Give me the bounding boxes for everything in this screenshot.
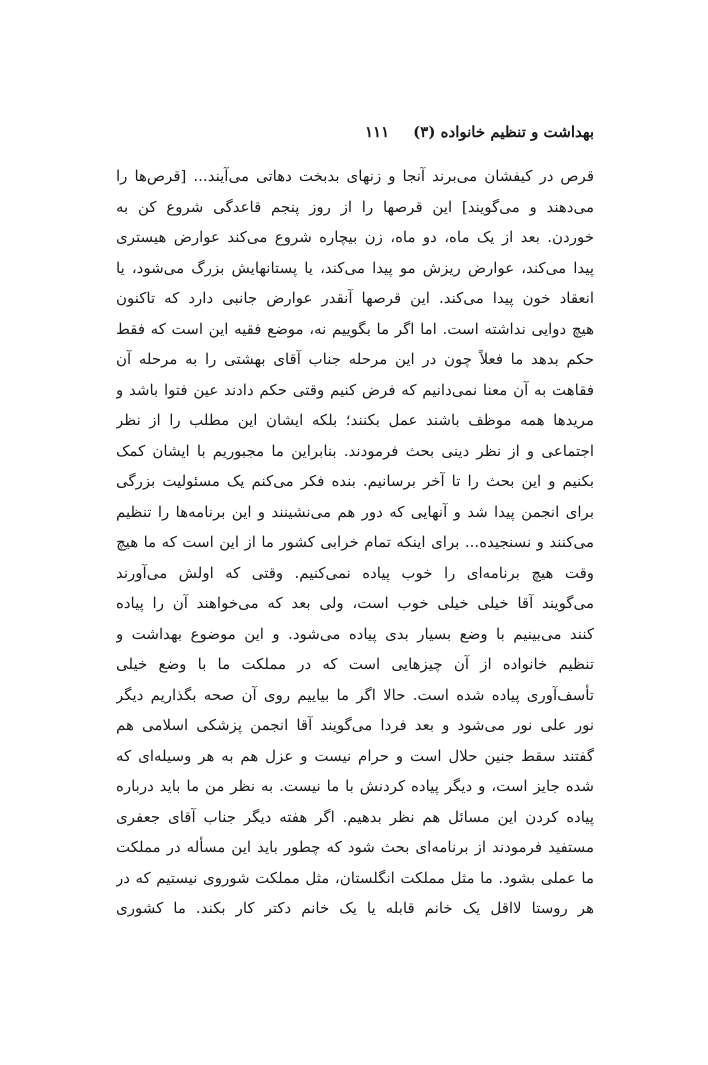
page-number: ۱۱۱ bbox=[365, 123, 390, 141]
text-line: خوردن. بعد از یک ماه، دو ماه، زن بیچاره شروع می‌کند عوارض هیستری bbox=[116, 228, 594, 246]
text-line: پیاده کردن این مسائل هم نظر بدهیم. اگر هفته دیگر جناب آقای جعفری bbox=[116, 807, 594, 826]
running-header bbox=[116, 118, 594, 146]
text-line: بکنیم و این بحث را تا آخر برسانیم. بنده فکر می‌کنم یک مسئولیت بزرگی bbox=[116, 472, 594, 490]
text-line: پیدا می‌کند، عوارض ریزش مو پیدا می‌کند، یا پستانهایش بزرگ می‌شود، یا bbox=[116, 258, 594, 277]
text-line: هیچ دوایی نداشته است. اما اگر ما بگوییم نه، موضع فقیه این است که فقط bbox=[116, 319, 594, 338]
text-line: می‌گویند آقا خیلی خیلی خوب است، ولی بعد که می‌خواهند آن را پیاده bbox=[116, 594, 594, 612]
text-line: ما عملی بشود. ما مثل مملکت انگلستان، مثل مملکت شوروی نیستیم که در bbox=[116, 868, 594, 887]
text-line: مستفید فرمودند از برنامه‌ای بحث شود که چطور باید این مسأله در مملکت bbox=[116, 838, 594, 856]
text-line: برای انجمن پیدا شد و آنهایی که دور هم می‌نشینند و این برنامه‌ها را تنظیم bbox=[116, 502, 594, 521]
text-line: هر روستا لااقل یک خانم قابله یا یک خانم دکتر کار بکند. ما کشوری bbox=[116, 899, 594, 917]
text-line: فقاهت به آن معنا نمی‌دانیم که فرض کنیم وقتی حکم دادند عین فتوا باشد و bbox=[116, 380, 594, 399]
chapter-title: بهداشت و تنظیم خانواده (۳) bbox=[413, 123, 594, 141]
text-line: شده جایز است، و دیگر پیاده کردنش با ما نیست. به نظر من ما باید درباره bbox=[116, 777, 594, 795]
text-line: تنظیم خانواده از آن چیزهایی است که در مملکت ما با وضع خیلی bbox=[116, 655, 594, 673]
text-line: گفتند سقط جنین حلال است و حرام نیست و عزل هم به هر وسیله‌ای که bbox=[116, 746, 594, 765]
text-line: وقت هیچ برنامه‌ای را خوب پیاده نمی‌کنیم. وقتی که اولش می‌آورند bbox=[116, 563, 594, 582]
text-line: نور علی نور می‌شود و بعد فردا می‌گویند آقا انجمن پزشکی اسلامی هم bbox=[116, 716, 594, 734]
text-line: قرص در کیفشان می‌برند آنجا و زنهای بدبخت دهاتی می‌آیند... [قرص‌ها را bbox=[116, 167, 594, 185]
text-line: حکم بدهد ما فعلاً چون در این مرحله جناب آقای بهشتی را به مرحله آن bbox=[116, 350, 594, 368]
text-line: اجتماعی و از نظر دینی بحث فرمودند. بنابراین ما مجبوریم با ایشان کمک bbox=[116, 441, 594, 460]
text-line: می‌کنند و نسنجیده... برای اینکه تمام خرابی کشور ما از این است که ما هیچ bbox=[116, 533, 594, 551]
text-line: کنند می‌بینیم با وضع بسیار بدی پیاده می‌شود. و این موضوع بهداشت و bbox=[116, 624, 594, 643]
text-line: مریدها همه موظف باشند عمل بکنند؛ بلکه ایشان این مطلب را از نظر bbox=[116, 411, 594, 429]
body-text bbox=[116, 161, 594, 924]
text-line: می‌دهند و می‌گویند] این قرصها را از روز پنجم قاعدگی شروع کن به bbox=[116, 197, 594, 216]
text-line: انعقاد خون پیدا می‌کند. این قرصها آنقدر عوارض جانبی دارد که تاکنون bbox=[116, 289, 594, 307]
text-line: تأسف‌آوری پیاده شده است. حالا اگر ما بیاییم روی آن صحه بگذاریم دیگر bbox=[116, 685, 594, 704]
